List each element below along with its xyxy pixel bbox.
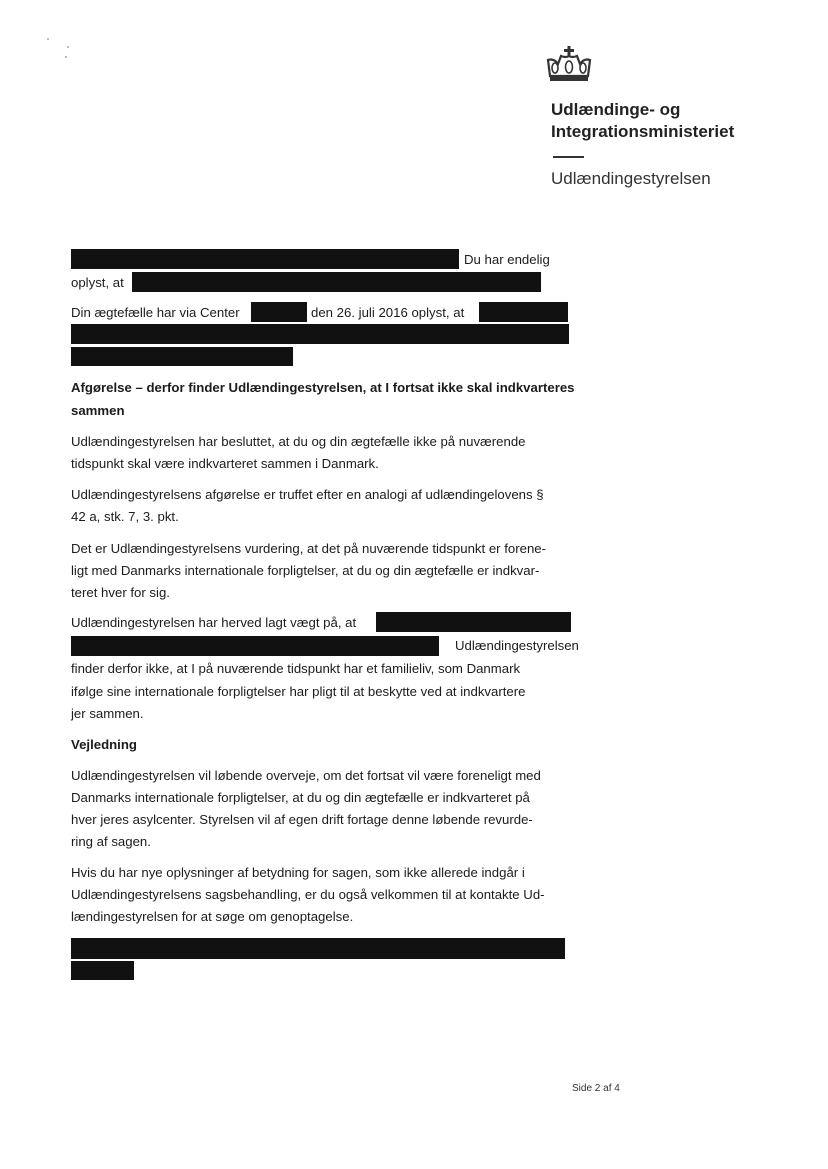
crown-logo-icon bbox=[546, 46, 592, 86]
intro-line1-text: Du har endelig bbox=[464, 252, 550, 267]
redaction-bar bbox=[132, 272, 541, 292]
redaction-bar bbox=[71, 324, 569, 344]
intro-line2-text: oplyst, at bbox=[71, 275, 124, 290]
paragraph-line: tidspunkt skal være indkvarteret sammen i Danmark. bbox=[71, 456, 379, 471]
agency-name: Udlændingestyrelsen bbox=[551, 169, 711, 188]
paragraph-line: Det er Udlændingestyrelsens vurdering, at det på nuværende tidspunkt er forene- bbox=[71, 541, 547, 556]
scan-speck bbox=[47, 38, 49, 40]
paragraph-line: lændingestyrelsen for at søge om genoptagelse. bbox=[71, 909, 354, 924]
redaction-bar bbox=[71, 636, 439, 656]
guidance-heading: Vejledning bbox=[71, 737, 137, 752]
redaction-bar bbox=[479, 302, 568, 322]
scan-speck bbox=[67, 46, 69, 48]
paragraph-line: hver jeres asylcenter. Styrelsen vil af egen drift fortage denne løbende revurde- bbox=[71, 812, 533, 827]
paragraph-line: Udlændingestyrelsen bbox=[455, 638, 579, 653]
redaction-bar bbox=[251, 302, 307, 322]
paragraph-line: Udlændingestyrelsen har herved lagt vægt på, at bbox=[71, 615, 357, 630]
paragraph-line: Udlændingestyrelsens afgørelse er truffet efter en analogi af udlændingelovens § bbox=[71, 487, 544, 502]
scan-speck bbox=[65, 56, 67, 58]
redaction-bar bbox=[71, 249, 459, 269]
redaction-bar bbox=[376, 612, 571, 632]
redaction-bar bbox=[71, 938, 565, 959]
ministry-name bbox=[551, 99, 734, 143]
paragraph-line: ligt med Danmarks internationale forpligtelser, at du og din ægtefælle er indkvar- bbox=[71, 563, 540, 578]
decision-heading-line2: sammen bbox=[71, 403, 125, 418]
paragraph-line: ring af sagen. bbox=[71, 834, 151, 849]
redaction-bar bbox=[71, 347, 293, 366]
paragraph-line: teret hver for sig. bbox=[71, 585, 170, 600]
paragraph-line: Udlændingestyrelsens sagsbehandling, er du også velkommen til at kontakte Ud- bbox=[71, 887, 545, 902]
redaction-bar bbox=[71, 961, 134, 980]
paragraph-line: Udlændingestyrelsen vil løbende overveje, om det fortsat vil være foreneligt med bbox=[71, 768, 541, 783]
ministry-name-line2: Integrationsministeriet bbox=[551, 122, 735, 141]
intro-line3-text-b: den 26. juli 2016 oplyst, at bbox=[311, 305, 465, 320]
paragraph-line: 42 a, stk. 7, 3. pkt. bbox=[71, 509, 179, 524]
decision-heading-line1: Afgørelse – derfor finder Udlændingestyrelsen, at I fortsat ikke skal indkvarteres bbox=[71, 380, 575, 395]
page-number: Side 2 af 4 bbox=[572, 1083, 620, 1094]
ministry-name-line1: Udlændinge- og bbox=[551, 100, 681, 119]
paragraph-line: ifølge sine internationale forpligtelser har pligt til at beskytte ved at indkvartere bbox=[71, 684, 526, 699]
paragraph-line: finder derfor ikke, at I på nuværende tidspunkt har et familieliv, som Danmark bbox=[71, 661, 521, 676]
paragraph-line: Udlændingestyrelsen har besluttet, at du og din ægtefælle ikke på nuværende bbox=[71, 434, 526, 449]
paragraph-line: jer sammen. bbox=[71, 706, 144, 721]
paragraph-line: Hvis du har nye oplysninger af betydning for sagen, som ikke allerede indgår i bbox=[71, 865, 525, 880]
paragraph-line: Danmarks internationale forpligtelser, at du og din ægtefælle er indkvarteret på bbox=[71, 790, 530, 805]
intro-line3-text-a: Din ægtefælle har via Center bbox=[71, 305, 240, 320]
letterhead-divider bbox=[553, 156, 584, 158]
